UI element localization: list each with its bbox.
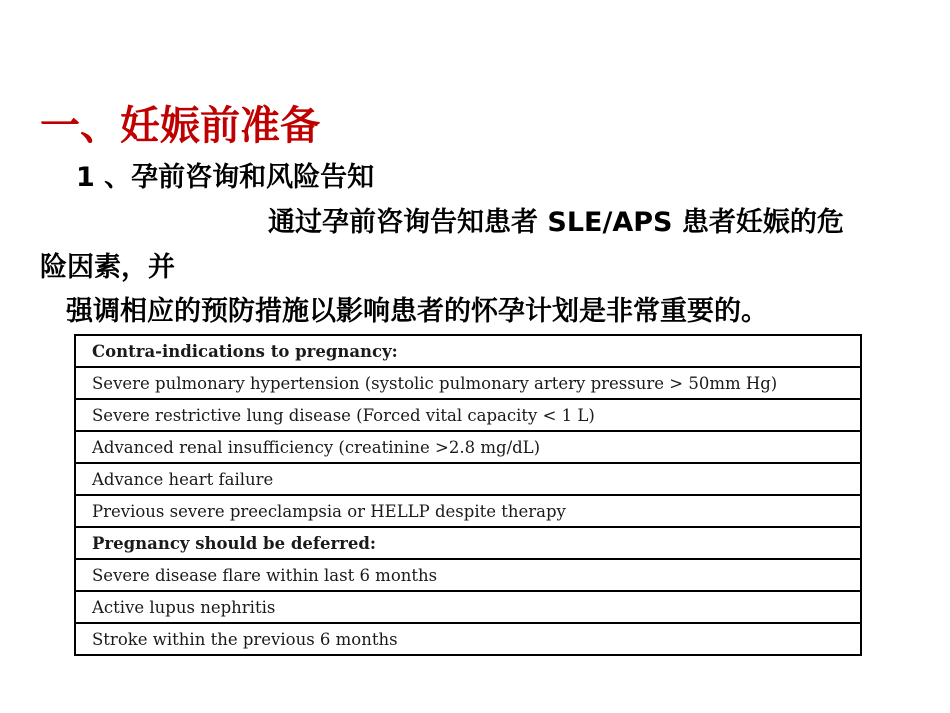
slide-heading: 一、妊娠前准备	[40, 103, 320, 149]
table-cell: Previous severe preeclampsia or HELLP despite therapy	[75, 495, 861, 527]
table-cell: Advance heart failure	[75, 463, 861, 495]
table-row	[75, 431, 861, 463]
paragraph-line-1: 通过孕前咨询告知患者 SLE/APS 患者妊娠的危	[268, 207, 844, 238]
paragraph-line-2: 险因素，并	[40, 252, 175, 283]
table-cell: Severe pulmonary hypertension (systolic pulmonary artery pressure > 50mm Hg)	[75, 367, 861, 399]
table-row	[75, 367, 861, 399]
table-cell: Active lupus nephritis	[75, 591, 861, 623]
table-row-contraindications-header	[75, 335, 861, 367]
table-cell: Severe restrictive lung disease (Forced vital capacity < 1 L)	[75, 399, 861, 431]
pregnancy-criteria-table	[74, 334, 862, 656]
table-row	[75, 495, 861, 527]
table-cell: Stroke within the previous 6 months	[75, 623, 861, 655]
table-row	[75, 559, 861, 591]
table-cell: Advanced renal insufficiency (creatinine >2.8 mg/dL)	[75, 431, 861, 463]
table-cell: Pregnancy should be deferred:	[75, 527, 861, 559]
table-row	[75, 399, 861, 431]
table-cell: Contra-indications to pregnancy:	[75, 335, 861, 367]
table-row	[75, 623, 861, 655]
paragraph-line-3: 强调相应的预防措施以影响患者的怀孕计划是非常重要的。	[66, 296, 768, 327]
table-cell: Severe disease flare within last 6 months	[75, 559, 861, 591]
table-row-deferred-header	[75, 527, 861, 559]
slide-subheading: 1 、孕前咨询和风险告知	[76, 162, 375, 193]
table-row	[75, 591, 861, 623]
table-row	[75, 463, 861, 495]
